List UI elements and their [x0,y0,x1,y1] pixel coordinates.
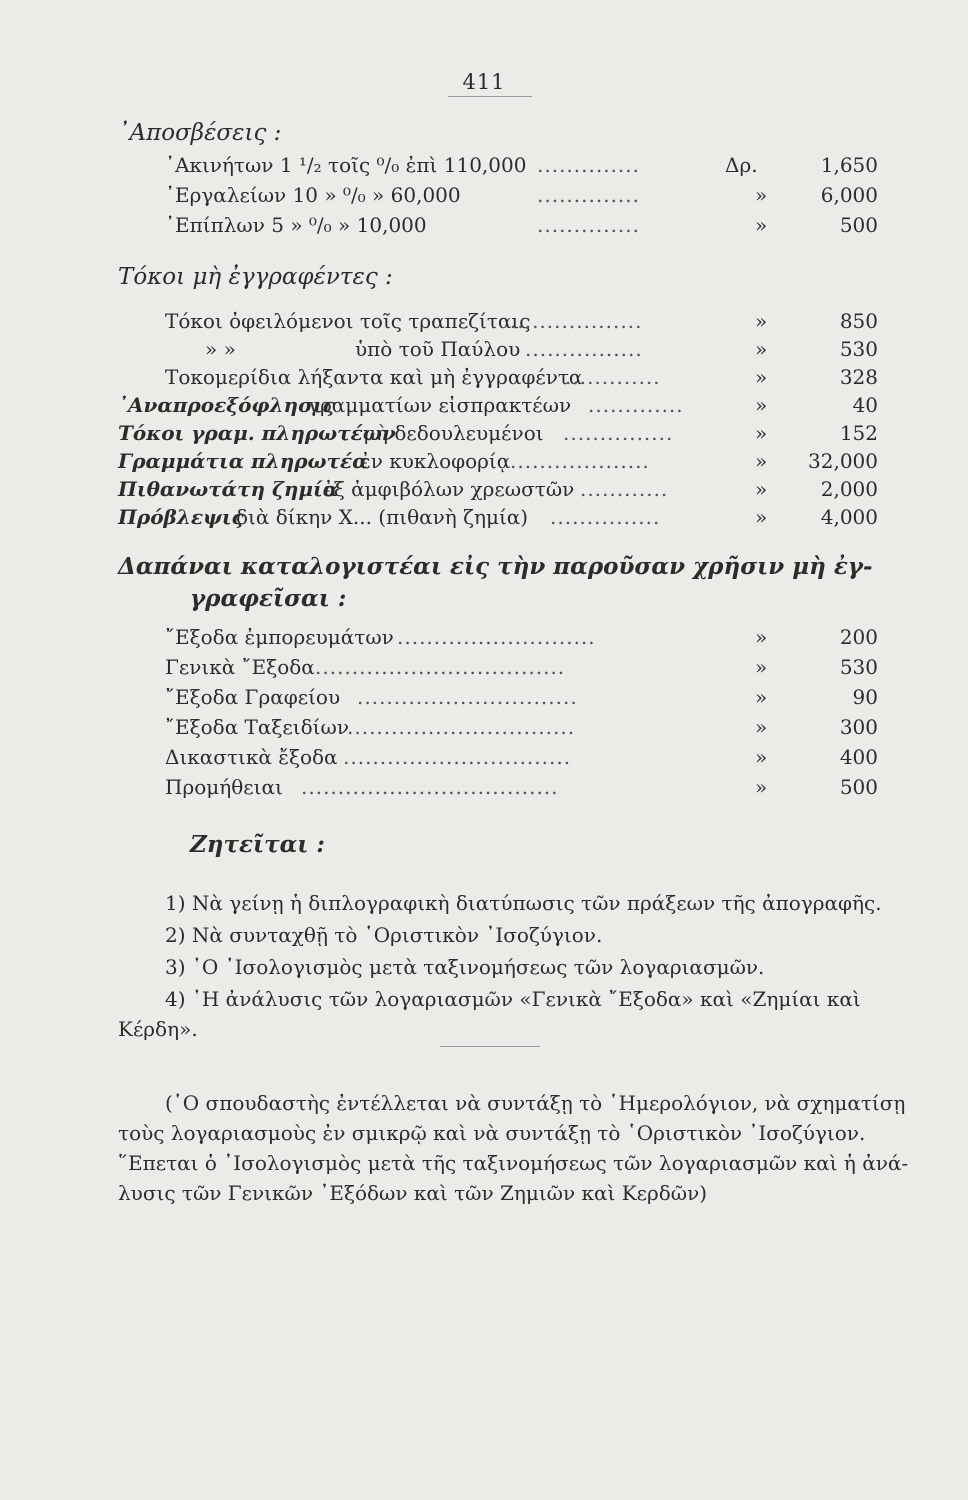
note-line: ῞Επεται ὁ ᾿Ισολογισμὸς μετὰ τῆς ταξινομήσεως τῶν λογαριασμῶν καὶ ἡ ἀνά- [118,1151,909,1175]
row-prefix: Γραμμάτια πληρωτέα [118,449,368,473]
row-amount: 152 [839,421,878,445]
ledger-row [165,308,878,334]
section-divider [440,1046,540,1047]
ledger-row [118,392,878,418]
row-currency: » [755,625,768,649]
ledger-row [165,714,878,740]
leader-dots: .............. [537,213,641,237]
ledger-row [165,774,878,800]
row-label: Γενικὰ ῎Εξοδα [165,655,315,679]
expenses-heading-line1: Δαπάναι καταλογιστέαι εἰς τὴν παροῦσαν χρῆσιν μὴ ἐγ- [118,553,873,580]
row-prefix: Τόκοι γραμ. πληρωτέων [118,421,396,445]
ledger-row [165,744,878,770]
row-amount: 530 [839,337,878,361]
row-amount: 300 [839,715,878,739]
ledger-row [165,152,878,178]
requested-item: 2) Νὰ συνταχθῇ τὸ ῾Οριστικὸν ᾿Ισοζύγιον. [165,923,603,947]
ledger-row [118,448,878,474]
row-currency: » [755,775,768,799]
row-currency: Δρ. [725,153,758,177]
requested-heading: Ζητεῖται : [190,831,325,858]
note-line: λυσις τῶν Γενικῶν ᾿Εξόδων καὶ τῶν Ζημιῶν καὶ Κερδῶν) [118,1181,708,1205]
ledger-row [165,336,878,362]
ledger-row [165,182,878,208]
depreciation-heading: ᾿Αποσβέσεις : [118,120,282,146]
row-label: ᾿Επίπλων 5 » ⁰/₀ » 10,000 [165,213,427,237]
row-label: ῎Εξοδα Γραφείου [165,685,341,709]
row-amount: 400 [839,745,878,769]
row-prefix: Πιθανωτάτη ζημία [118,477,339,501]
ledger-row [118,476,878,502]
row-amount: 500 [839,213,878,237]
row-amount: 328 [839,365,878,389]
ledger-row [165,654,878,680]
leader-dots: ............... [563,421,674,445]
row-amount: 4,000 [820,505,878,529]
leader-dots: .................. [510,309,643,333]
row-prefix: ᾿Αναπροεξόφλησις [118,393,335,417]
leader-dots: .............. [537,153,641,177]
row-amount: 6,000 [820,183,878,207]
leader-dots: ............................... [347,715,576,739]
row-currency: » [755,477,768,501]
requested-item-continued: Κέρδη». [118,1017,198,1041]
requested-item: 3) ῾Ο ᾿Ισολογισμὸς μετὰ ταξινομήσεως τῶν λογαριασμῶν. [165,955,765,979]
row-currency: » [755,449,768,473]
row-currency: » [755,365,768,389]
leader-dots: ................................... [301,775,559,799]
row-amount: 32,000 [808,449,878,473]
row-amount: 2,000 [820,477,878,501]
row-currency: » [755,213,768,237]
note-line: (῾Ο σπουδαστὴς ἐντέλλεται νὰ συντάξῃ τὸ ῾Ημερολόγιον, νὰ σχηματίσῃ [165,1091,906,1115]
row-amount: 200 [839,625,878,649]
row-label: Προμήθειαι [165,775,283,799]
row-label: ῎Εξοδα Ταξειδίων [165,715,349,739]
row-currency: » [755,337,768,361]
row-currency: » [755,685,768,709]
ledger-row [165,684,878,710]
row-label: ἐν κυκλοφορίᾳ [360,449,511,473]
row-currency: » [755,309,768,333]
row-label: Τοκομερίδια λήξαντα καὶ μὴ ἐγγραφέντα [165,365,583,389]
row-currency: » [755,183,768,207]
ledger-row [165,364,878,390]
row-prefix: Πρόβλεψις [118,505,244,529]
requested-item: 1) Νὰ γείνῃ ἡ διπλογραφικὴ διατύπωσις τῶν πράξεων τῆς ἀπογραφῆς. [165,891,882,915]
row-amount: 500 [839,775,878,799]
leader-dots: ............ [580,477,669,501]
row-label: ἐξ ἀμφιβόλων χρεωστῶν [323,477,575,501]
leader-dots: ............. [588,393,684,417]
row-label: ὑπὸ τοῦ Παύλου [355,337,521,361]
row-amount: 530 [839,655,878,679]
row-amount: 850 [839,309,878,333]
row-label: Δικαστικὰ ἔξοδα [165,745,338,769]
page-number-rule [448,96,532,97]
page-number: 411 [462,70,506,94]
ledger-row [165,624,878,650]
row-label: γραμματίων εἰσπρακτέων [308,393,572,417]
leader-dots: ................... [510,449,650,473]
row-currency: » [755,505,768,529]
leader-dots: ............................... [343,745,572,769]
row-currency: » [755,655,768,679]
row-amount: 1,650 [820,153,878,177]
row-label: ῎Εξοδα ἐμπορευμάτων [165,625,394,649]
ledger-row [118,420,878,446]
leader-dots: .............................. [357,685,578,709]
requested-item: 4) ῾Η ἀνάλυσις τῶν λογαριασμῶν «Γενικὰ ῎Εξοδα» καὶ «Ζημίαι καὶ [165,987,861,1011]
leader-dots: ................ [525,337,643,361]
leader-dots: .................................. [315,655,566,679]
row-label: διὰ δίκην Χ... (πιθανὴ ζημία) [236,505,529,529]
row-currency: » [755,745,768,769]
row-currency: » [755,393,768,417]
row-prefix: » » [205,337,236,361]
row-label: ᾿Εργαλείων 10 » ⁰/₀ » 60,000 [165,183,461,207]
row-amount: 90 [852,685,878,709]
row-currency: » [755,421,768,445]
ledger-row [118,504,878,530]
expenses-heading-line2: γραφεῖσαι : [190,585,347,612]
leader-dots: ............. [565,365,661,389]
leader-dots: .............. [537,183,641,207]
unrecorded-interest-heading: Τόκοι μὴ ἐγγραφέντες : [118,264,393,290]
note-line: τοὺς λογαριασμοὺς ἐν σμικρῷ καὶ νὰ συντάξῃ τὸ ῾Οριστικὸν ᾿Ισοζύγιον. [118,1121,866,1145]
leader-dots: ............... [550,505,661,529]
ledger-row [165,212,878,238]
row-currency: » [755,715,768,739]
row-label: μὴ δεδουλευμένοι [363,421,544,445]
row-label: Τόκοι ὀφειλόμενοι τοῖς τραπεζίταις [165,309,531,333]
row-label: ᾿Ακινήτων 1 ¹/₂ τοῖς ⁰/₀ ἐπὶ 110,000 [165,153,527,177]
leader-dots: ........................... [397,625,596,649]
row-amount: 40 [852,393,878,417]
